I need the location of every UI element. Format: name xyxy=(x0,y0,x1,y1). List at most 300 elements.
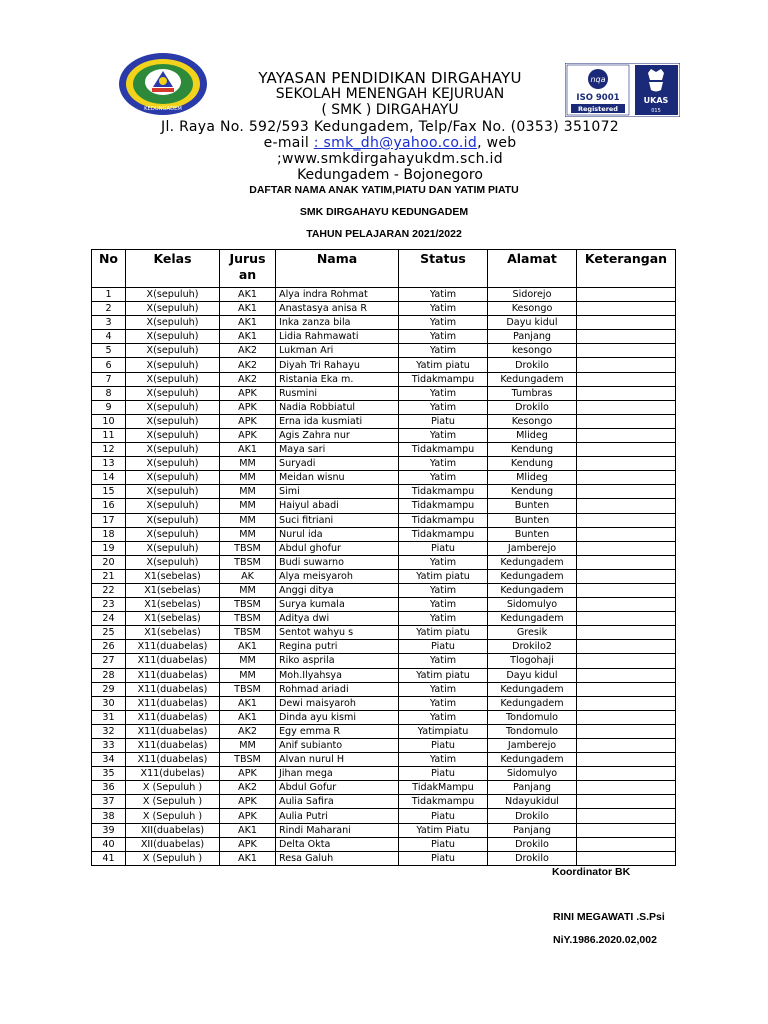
cell-status: Yatim xyxy=(399,428,488,442)
cell-alamat: Mlideg xyxy=(488,471,577,485)
cell-alamat: Sidomulyo xyxy=(488,767,577,781)
iso-registered: Registered xyxy=(578,105,618,113)
cell-no: 22 xyxy=(92,583,126,597)
table-row xyxy=(92,386,676,400)
cell-keterangan xyxy=(577,809,676,823)
cell-jurusan: APK xyxy=(220,795,276,809)
cell-no: 14 xyxy=(92,471,126,485)
cell-no: 41 xyxy=(92,851,126,865)
cell-keterangan xyxy=(577,626,676,640)
cell-keterangan xyxy=(577,457,676,471)
cell-keterangan xyxy=(577,471,676,485)
cell-status: Yatim xyxy=(399,598,488,612)
cell-nama: Abdul ghofur xyxy=(276,541,399,555)
cell-no: 4 xyxy=(92,330,126,344)
cell-status: Yatim piatu xyxy=(399,358,488,372)
cell-jurusan: MM xyxy=(220,471,276,485)
cell-alamat: Bunten xyxy=(488,513,577,527)
cell-jurusan: AK2 xyxy=(220,724,276,738)
cell-no: 27 xyxy=(92,654,126,668)
cell-status: Yatim xyxy=(399,457,488,471)
cell-keterangan xyxy=(577,499,676,513)
cell-alamat: Ndayukidul xyxy=(488,795,577,809)
cell-kelas: X(sepuluh) xyxy=(126,541,220,555)
school-name: SEKOLAH MENENGAH KEJURUAN xyxy=(275,86,505,102)
table-row xyxy=(92,654,676,668)
cell-nama: Jihan mega xyxy=(276,767,399,781)
cell-status: Yatim piatu xyxy=(399,668,488,682)
table-row xyxy=(92,583,676,597)
cell-nama: Maya sari xyxy=(276,443,399,457)
table-row xyxy=(92,612,676,626)
cell-no: 32 xyxy=(92,724,126,738)
cell-alamat: Gresik xyxy=(488,626,577,640)
cell-kelas: X11(dubelas) xyxy=(126,767,220,781)
table-row xyxy=(92,288,676,302)
cell-status: Piatu xyxy=(399,541,488,555)
cell-jurusan: AK1 xyxy=(220,851,276,865)
cell-no: 12 xyxy=(92,443,126,457)
cell-jurusan: MM xyxy=(220,457,276,471)
cell-alamat: Drokilo xyxy=(488,358,577,372)
cell-keterangan xyxy=(577,344,676,358)
table-row xyxy=(92,302,676,316)
cell-status: Yatim xyxy=(399,288,488,302)
cell-jurusan: MM xyxy=(220,499,276,513)
cell-status: Piatu xyxy=(399,809,488,823)
cell-jurusan: MM xyxy=(220,583,276,597)
cell-status: Yatim xyxy=(399,386,488,400)
cell-nama: Erna ida kusmiati xyxy=(276,414,399,428)
cell-jurusan: APK xyxy=(220,428,276,442)
cell-status: Yatim xyxy=(399,330,488,344)
cell-jurusan: APK xyxy=(220,767,276,781)
cell-alamat: Kesongo xyxy=(488,302,577,316)
cell-jurusan: AK1 xyxy=(220,288,276,302)
cell-jurusan: MM xyxy=(220,654,276,668)
cell-alamat: Kedungadem xyxy=(488,696,577,710)
cell-alamat: Bunten xyxy=(488,499,577,513)
cell-jurusan: APK xyxy=(220,414,276,428)
cell-status: Yatimpiatu xyxy=(399,724,488,738)
cell-no: 9 xyxy=(92,400,126,414)
cell-no: 28 xyxy=(92,668,126,682)
cell-no: 8 xyxy=(92,386,126,400)
cell-nama: Moh.Ilyahsya xyxy=(276,668,399,682)
cell-status: Tidakmampu xyxy=(399,485,488,499)
cell-keterangan xyxy=(577,851,676,865)
cell-jurusan: AK2 xyxy=(220,372,276,386)
cell-no: 1 xyxy=(92,288,126,302)
cell-nama: Lukman Ari xyxy=(276,344,399,358)
cell-jurusan: APK xyxy=(220,400,276,414)
cell-keterangan xyxy=(577,781,676,795)
cell-jurusan: AK2 xyxy=(220,358,276,372)
signature-role: Koordinator BK xyxy=(552,866,631,878)
cell-kelas: X1(sebelas) xyxy=(126,612,220,626)
cell-alamat: Drokilo2 xyxy=(488,640,577,654)
cell-keterangan xyxy=(577,739,676,753)
cell-status: Yatim xyxy=(399,471,488,485)
cell-kelas: X1(sebelas) xyxy=(126,583,220,597)
cell-no: 13 xyxy=(92,457,126,471)
cell-kelas: X(sepuluh) xyxy=(126,386,220,400)
web-text: , web ;www.smkdirgahayukdm.sch.id xyxy=(277,135,517,167)
table-row xyxy=(92,682,676,696)
table-header-row xyxy=(92,250,676,288)
email-link[interactable]: : smk_dh@yahoo.co.id xyxy=(313,135,478,151)
table-row xyxy=(92,823,676,837)
cell-status: Piatu xyxy=(399,837,488,851)
cell-jurusan: TBSM xyxy=(220,626,276,640)
ukas-label: UKAS xyxy=(643,96,669,105)
cell-no: 29 xyxy=(92,682,126,696)
cell-status: Yatim xyxy=(399,682,488,696)
cell-nama: Delta Okta xyxy=(276,837,399,851)
table-row xyxy=(92,414,676,428)
student-table xyxy=(91,249,676,866)
cell-kelas: X(sepuluh) xyxy=(126,527,220,541)
cell-jurusan: MM xyxy=(220,668,276,682)
cell-status: Yatim xyxy=(399,654,488,668)
cell-kelas: X(sepuluh) xyxy=(126,471,220,485)
cell-no: 2 xyxy=(92,302,126,316)
cell-alamat: Kedungadem xyxy=(488,555,577,569)
cell-alamat: Tondomulo xyxy=(488,710,577,724)
cell-jurusan: MM xyxy=(220,527,276,541)
cell-nama: Aditya dwi xyxy=(276,612,399,626)
cell-jurusan: APK xyxy=(220,386,276,400)
cell-jurusan: AK2 xyxy=(220,781,276,795)
cell-alamat: Mlideg xyxy=(488,428,577,442)
cell-alamat: Kendung xyxy=(488,443,577,457)
cell-jurusan: AK1 xyxy=(220,640,276,654)
cell-keterangan xyxy=(577,555,676,569)
cell-jurusan: TBSM xyxy=(220,598,276,612)
table-row xyxy=(92,513,676,527)
cell-kelas: X11(duabelas) xyxy=(126,654,220,668)
cell-status: Yatim xyxy=(399,583,488,597)
cell-nama: Surya kumala xyxy=(276,598,399,612)
table-row xyxy=(92,316,676,330)
nqa-label: nqa xyxy=(590,75,606,84)
cell-jurusan: AK2 xyxy=(220,344,276,358)
cell-kelas: X(sepuluh) xyxy=(126,513,220,527)
cell-alamat: Bunten xyxy=(488,527,577,541)
cell-no: 26 xyxy=(92,640,126,654)
logo-caption: KEDUNGADEM xyxy=(144,106,182,112)
header-jurusan-line2: an xyxy=(238,267,257,282)
contact-line xyxy=(150,135,630,167)
signature-nip: NiY.1986.2020.02,002 xyxy=(553,934,657,946)
cell-keterangan xyxy=(577,710,676,724)
cell-nama: Simi xyxy=(276,485,399,499)
cell-no: 40 xyxy=(92,837,126,851)
cell-nama: Alya indra Rohmat xyxy=(276,288,399,302)
cell-kelas: X11(duabelas) xyxy=(126,668,220,682)
academic-year: TAHUN PELAJARAN 2021/2022 xyxy=(306,228,462,240)
header-nama: Nama xyxy=(276,250,399,288)
cell-alamat: Drokilo xyxy=(488,809,577,823)
cell-jurusan: APK xyxy=(220,809,276,823)
header-jurusan xyxy=(220,250,276,288)
cell-keterangan xyxy=(577,569,676,583)
cell-keterangan xyxy=(577,795,676,809)
cell-kelas: X (Sepuluh ) xyxy=(126,851,220,865)
cell-keterangan xyxy=(577,527,676,541)
cell-alamat: Kedungadem xyxy=(488,753,577,767)
cell-status: Piatu xyxy=(399,640,488,654)
cell-jurusan: TBSM xyxy=(220,541,276,555)
cell-no: 15 xyxy=(92,485,126,499)
signature-name: RINI MEGAWATI .S.Psi xyxy=(553,911,665,923)
cell-nama: Budi suwarno xyxy=(276,555,399,569)
table-row xyxy=(92,767,676,781)
cell-kelas: X11(duabelas) xyxy=(126,753,220,767)
cell-status: TidakMampu xyxy=(399,781,488,795)
cell-no: 20 xyxy=(92,555,126,569)
cell-nama: Abdul Gofur xyxy=(276,781,399,795)
table-row xyxy=(92,781,676,795)
table-row xyxy=(92,569,676,583)
cell-no: 30 xyxy=(92,696,126,710)
cell-jurusan: TBSM xyxy=(220,753,276,767)
cell-status: Yatim xyxy=(399,696,488,710)
cell-status: Yatim xyxy=(399,710,488,724)
cell-nama: Anastasya anisa R xyxy=(276,302,399,316)
cell-kelas: X(sepuluh) xyxy=(126,414,220,428)
header-keterangan: Keterangan xyxy=(577,250,676,288)
cell-kelas: X(sepuluh) xyxy=(126,344,220,358)
cell-status: Tidakmampu xyxy=(399,372,488,386)
cell-keterangan xyxy=(577,668,676,682)
school-address: Jl. Raya No. 592/593 Kedungadem, Telp/Fax No. (0353) 351072 xyxy=(161,119,619,135)
table-row xyxy=(92,753,676,767)
cell-keterangan xyxy=(577,724,676,738)
cell-alamat: Kesongo xyxy=(488,414,577,428)
cell-status: Yatim xyxy=(399,316,488,330)
cell-nama: Rindi Maharani xyxy=(276,823,399,837)
cell-kelas: X11(duabelas) xyxy=(126,724,220,738)
cell-status: Yatim Piatu xyxy=(399,823,488,837)
cell-kelas: X11(duabelas) xyxy=(126,739,220,753)
cell-status: Yatim xyxy=(399,612,488,626)
cell-jurusan: AK1 xyxy=(220,330,276,344)
cell-status: Tidakmampu xyxy=(399,795,488,809)
cell-nama: Anif subianto xyxy=(276,739,399,753)
cell-jurusan: AK1 xyxy=(220,316,276,330)
cell-keterangan xyxy=(577,541,676,555)
table-row xyxy=(92,457,676,471)
cell-alamat: Kendung xyxy=(488,457,577,471)
cell-status: Yatim xyxy=(399,753,488,767)
header-no: No xyxy=(92,250,126,288)
cell-nama: Resa Galuh xyxy=(276,851,399,865)
cell-keterangan xyxy=(577,513,676,527)
table-row xyxy=(92,527,676,541)
cell-nama: Riko asprila xyxy=(276,654,399,668)
cell-status: Yatim xyxy=(399,344,488,358)
cell-kelas: XII(duabelas) xyxy=(126,837,220,851)
cell-nama: Dinda ayu kismi xyxy=(276,710,399,724)
table-row xyxy=(92,809,676,823)
cell-jurusan: AK1 xyxy=(220,823,276,837)
table-row xyxy=(92,443,676,457)
cell-kelas: X(sepuluh) xyxy=(126,316,220,330)
cell-no: 39 xyxy=(92,823,126,837)
cell-status: Yatim piatu xyxy=(399,626,488,640)
cell-no: 5 xyxy=(92,344,126,358)
cell-kelas: X11(duabelas) xyxy=(126,682,220,696)
cell-nama: Meidan wisnu xyxy=(276,471,399,485)
cell-keterangan xyxy=(577,358,676,372)
cell-kelas: X1(sebelas) xyxy=(126,626,220,640)
foundation-name: YAYASAN PENDIDIKAN DIRGAHAYU xyxy=(258,69,522,87)
cell-keterangan xyxy=(577,823,676,837)
cell-status: Tidakmampu xyxy=(399,443,488,457)
cell-nama: Nadia Robbiatul xyxy=(276,400,399,414)
letterhead-text xyxy=(150,70,630,183)
cell-kelas: X(sepuluh) xyxy=(126,555,220,569)
cell-jurusan: APK xyxy=(220,837,276,851)
table-row xyxy=(92,739,676,753)
cell-no: 21 xyxy=(92,569,126,583)
cell-kelas: X(sepuluh) xyxy=(126,330,220,344)
cell-kelas: X(sepuluh) xyxy=(126,288,220,302)
cell-kelas: X(sepuluh) xyxy=(126,485,220,499)
cell-keterangan xyxy=(577,767,676,781)
cell-keterangan xyxy=(577,428,676,442)
cell-alamat: Panjang xyxy=(488,330,577,344)
cell-alamat: Drokilo xyxy=(488,837,577,851)
cell-no: 16 xyxy=(92,499,126,513)
cell-no: 6 xyxy=(92,358,126,372)
cell-nama: Aulia Putri xyxy=(276,809,399,823)
cell-kelas: X(sepuluh) xyxy=(126,372,220,386)
cell-no: 17 xyxy=(92,513,126,527)
table-row xyxy=(92,541,676,555)
cell-alamat: Jamberejo xyxy=(488,541,577,555)
school-subtitle: SMK DIRGAHAYU KEDUNGADEM xyxy=(299,206,469,218)
document-titles xyxy=(0,182,768,248)
cell-nama: Lidia Rahmawati xyxy=(276,330,399,344)
cell-jurusan: MM xyxy=(220,485,276,499)
cell-alamat: Panjang xyxy=(488,781,577,795)
cell-kelas: X (Sepuluh ) xyxy=(126,809,220,823)
table-row xyxy=(92,330,676,344)
cell-alamat: Kendung xyxy=(488,485,577,499)
cell-keterangan xyxy=(577,400,676,414)
cell-alamat: Sidomulyo xyxy=(488,598,577,612)
cell-kelas: X(sepuluh) xyxy=(126,358,220,372)
header-alamat: Alamat xyxy=(488,250,577,288)
cell-no: 33 xyxy=(92,739,126,753)
cell-keterangan xyxy=(577,640,676,654)
cell-alamat: kesongo xyxy=(488,344,577,358)
cell-kelas: X11(duabelas) xyxy=(126,710,220,724)
cell-no: 19 xyxy=(92,541,126,555)
cell-keterangan xyxy=(577,598,676,612)
table-row xyxy=(92,372,676,386)
cell-nama: Egy emma R xyxy=(276,724,399,738)
cell-status: Tidakmampu xyxy=(399,499,488,513)
cell-nama: Alya meisyaroh xyxy=(276,569,399,583)
cell-jurusan: TBSM xyxy=(220,682,276,696)
cell-no: 31 xyxy=(92,710,126,724)
cell-alamat: Dayu kidul xyxy=(488,668,577,682)
cell-no: 25 xyxy=(92,626,126,640)
table-row xyxy=(92,851,676,865)
cell-nama: Rohmad ariadi xyxy=(276,682,399,696)
header-kelas: Kelas xyxy=(126,250,220,288)
cell-no: 23 xyxy=(92,598,126,612)
cell-no: 7 xyxy=(92,372,126,386)
cell-jurusan: AK xyxy=(220,569,276,583)
cell-kelas: XII(duabelas) xyxy=(126,823,220,837)
cell-no: 38 xyxy=(92,809,126,823)
cell-no: 34 xyxy=(92,753,126,767)
cell-jurusan: TBSM xyxy=(220,555,276,569)
cell-jurusan: AK1 xyxy=(220,696,276,710)
iso-label: ISO 9001 xyxy=(576,93,620,103)
cell-kelas: X(sepuluh) xyxy=(126,457,220,471)
cell-no: 24 xyxy=(92,612,126,626)
cell-alamat: Tumbras xyxy=(488,386,577,400)
cell-status: Tidakmampu xyxy=(399,513,488,527)
table-row xyxy=(92,724,676,738)
school-short-name: ( SMK ) DIRGAHAYU xyxy=(321,102,459,118)
table-row xyxy=(92,640,676,654)
table-row xyxy=(92,696,676,710)
cell-nama: Dewi maisyaroh xyxy=(276,696,399,710)
cell-no: 10 xyxy=(92,414,126,428)
cell-keterangan xyxy=(577,288,676,302)
header-jurusan-line1: Jurus xyxy=(229,251,266,266)
cell-keterangan xyxy=(577,316,676,330)
cell-keterangan xyxy=(577,696,676,710)
cell-nama: Alvan nurul H xyxy=(276,753,399,767)
cell-nama: Haiyul abadi xyxy=(276,499,399,513)
cell-no: 11 xyxy=(92,428,126,442)
cell-no: 18 xyxy=(92,527,126,541)
cell-keterangan xyxy=(577,443,676,457)
cell-alamat: Tlogohaji xyxy=(488,654,577,668)
cell-nama: Agis Zahra nur xyxy=(276,428,399,442)
cell-no: 3 xyxy=(92,316,126,330)
cell-no: 36 xyxy=(92,781,126,795)
cell-status: Piatu xyxy=(399,767,488,781)
cell-keterangan xyxy=(577,414,676,428)
table-row xyxy=(92,344,676,358)
cell-keterangan xyxy=(577,682,676,696)
cell-nama: Ristania Eka m. xyxy=(276,372,399,386)
cell-nama: Diyah Tri Rahayu xyxy=(276,358,399,372)
cell-nama: Rusmini xyxy=(276,386,399,400)
school-city: Kedungadem - Bojonegoro xyxy=(297,167,483,183)
cell-alamat: Panjang xyxy=(488,823,577,837)
cell-nama: Suryadi xyxy=(276,457,399,471)
table-row xyxy=(92,499,676,513)
cell-keterangan xyxy=(577,302,676,316)
cell-jurusan: TBSM xyxy=(220,612,276,626)
table-row xyxy=(92,598,676,612)
cell-kelas: X11(duabelas) xyxy=(126,696,220,710)
cell-keterangan xyxy=(577,372,676,386)
letterhead xyxy=(0,0,768,183)
cell-keterangan xyxy=(577,386,676,400)
table-row xyxy=(92,668,676,682)
cell-status: Yatim xyxy=(399,302,488,316)
